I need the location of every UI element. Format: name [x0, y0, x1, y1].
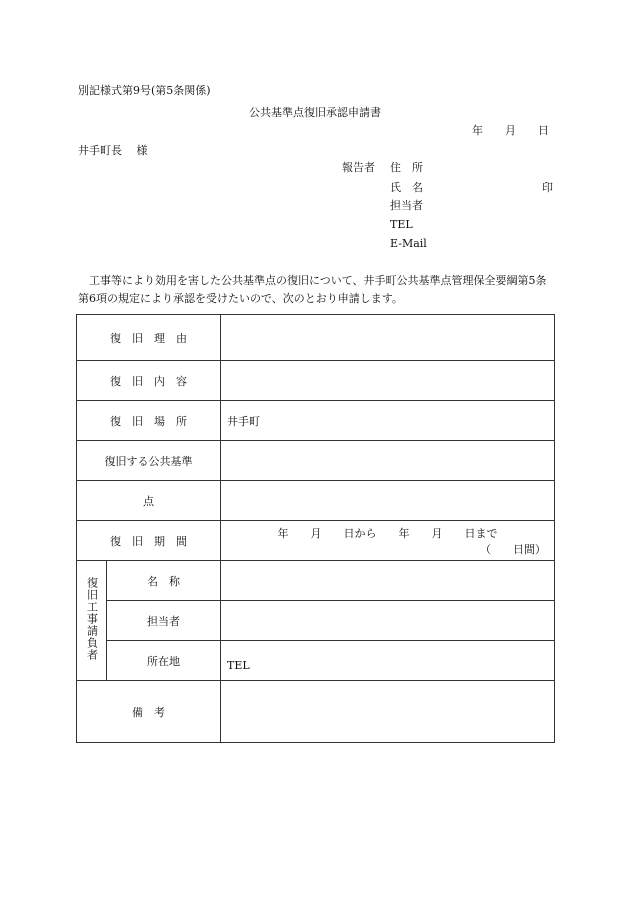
period-days: （ 日間） — [480, 542, 546, 556]
period-field[interactable] — [221, 521, 555, 561]
application-date: 年 月 日 — [472, 124, 549, 137]
content-field[interactable] — [221, 361, 555, 401]
period-dates: 年 月 日から 年 月 日まで — [277, 526, 498, 540]
row-contractor-contact — [77, 601, 555, 641]
place-label: 復 旧 場 所 — [77, 401, 221, 441]
contractor-label: 復旧工事請負者 — [77, 561, 107, 681]
contractor-name-label: 名 称 — [107, 561, 221, 601]
reporter-name-label: 氏 名 — [390, 181, 423, 194]
remarks-field[interactable] — [221, 681, 555, 743]
contractor-address-field[interactable] — [221, 641, 555, 681]
contractor-contact-label: 担当者 — [107, 601, 221, 641]
reporter-address-label: 住 所 — [390, 161, 423, 174]
row-content — [77, 361, 555, 401]
content-label: 復 旧 内 容 — [77, 361, 221, 401]
row-contractor-address — [77, 641, 555, 681]
point-label-1: 復旧する公共基準 — [77, 441, 221, 481]
contractor-address-label: 所在地 — [107, 641, 221, 681]
row-point-2 — [77, 481, 555, 521]
reporter-contact-label: 担当者 — [390, 199, 423, 212]
row-contractor-name — [77, 561, 555, 601]
remarks-label: 備 考 — [77, 681, 221, 743]
seal-mark: 印 — [542, 181, 553, 194]
document-title: 公共基準点復旧承認申請書 — [249, 106, 381, 119]
row-period — [77, 521, 555, 561]
reporter-label: 報告者 — [342, 161, 375, 174]
form-number: 別記様式第9号(第5条関係) — [78, 84, 211, 97]
row-reason — [77, 315, 555, 361]
place-field[interactable]: 井手町 — [221, 401, 555, 441]
reason-label: 復 旧 理 由 — [77, 315, 221, 361]
point-label-2: 点 — [77, 481, 221, 521]
row-point-1 — [77, 441, 555, 481]
point-field-1[interactable] — [221, 441, 555, 481]
row-remarks — [77, 681, 555, 743]
row-place — [77, 401, 555, 441]
application-text: 工事等により効用を害した公共基準点の復旧について、井手町公共基準点管理保全要綱第5条第6項の規定により承認を受けたいので、次のとおり申請します。 — [78, 274, 547, 305]
period-label: 復 旧 期 間 — [77, 521, 221, 561]
reporter-tel-label: TEL — [390, 218, 413, 231]
contractor-contact-field[interactable] — [221, 601, 555, 641]
contractor-tel-label: TEL — [227, 659, 250, 672]
reporter-email-label: E-Mail — [390, 237, 427, 250]
addressee: 井手町長 様 — [78, 144, 148, 157]
application-table — [76, 314, 555, 743]
point-field-2[interactable] — [221, 481, 555, 521]
reason-field[interactable] — [221, 315, 555, 361]
contractor-name-field[interactable] — [221, 561, 555, 601]
